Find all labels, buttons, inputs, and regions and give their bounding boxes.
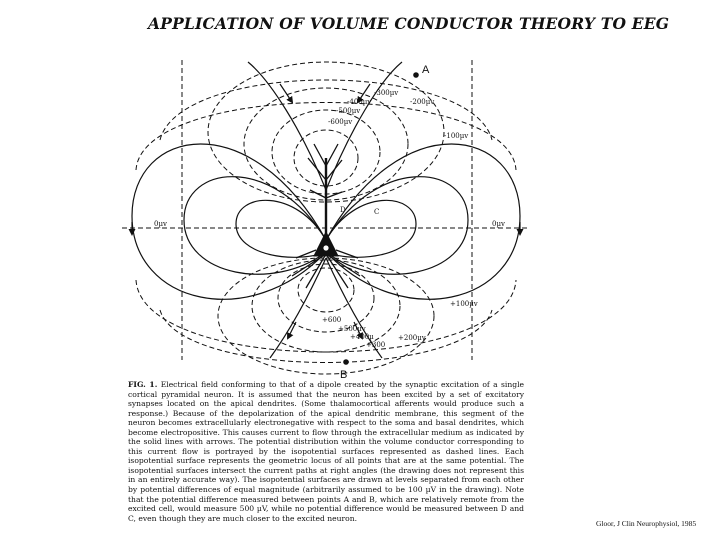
soma-center — [323, 245, 329, 251]
point-b-label: B — [340, 369, 348, 380]
label-top-500: -500µv — [336, 107, 361, 115]
label-top-200: -200µv — [410, 98, 435, 106]
point-a-marker — [413, 72, 419, 78]
label-zero-right: 0µv — [492, 220, 505, 228]
citation: Gloor, J Clin Neurophysiol, 1985 — [596, 519, 697, 528]
current-line-right-mid — [326, 177, 468, 275]
label-right-100: -100µv — [444, 132, 469, 140]
current-line-left-inner — [236, 200, 326, 257]
label-top-600: -600µv — [328, 118, 353, 126]
point-c-label: C — [374, 208, 380, 216]
apical-branch-right — [326, 144, 342, 198]
label-top-400: -400µv — [347, 98, 372, 106]
point-b-marker — [343, 359, 349, 365]
page-title: APPLICATION OF VOLUME CONDUCTOR THEORY TO EEG — [148, 14, 670, 33]
label-zero-left: 0µv — [154, 220, 167, 228]
soma — [314, 232, 338, 256]
current-line-top-right — [326, 62, 402, 190]
apical-branch-left — [308, 144, 326, 198]
label-bottom-200: +200µv — [398, 334, 426, 342]
current-line-right-outer — [326, 144, 520, 299]
figure-caption — [128, 380, 524, 523]
pyramidal-neuron — [292, 144, 360, 288]
point-d-label: D — [340, 206, 346, 214]
label-bottom-600: +600 — [322, 316, 342, 324]
arrow-upper-left — [280, 84, 292, 102]
label-bottom-300: +300 — [366, 341, 386, 349]
label-top-300: -300µv — [374, 89, 399, 97]
point-a-label: A — [422, 64, 430, 76]
caption-text: Electrical field conforming to that of a dipole created by the synaptic excitation of a single cortical pyramidal neuron. It is assumed that the neuron has been excited by a set of excitatory synapses located on the apical dendrites. (Some thalamocortical afferents would produce such a response.) Because of the depolarization of the apical dendritic membrane, this segment of the neuron becomes extracellularly electronegative with respect to the soma and basal dendrites, which become electropositive. This causes current to flow through the extracellular medium as indicated by the solid lines with arrows. The potential distribution within the volume conductor corresponding to this current flow is portrayed by the isopotential surfaces represented as dashed lines. Each isopotential surface represents the geometric locus of all points that are at the same potential. The isopotential surfaces intersect the current paths at right angles (the drawing does not represent this in an entirely accurate way). The isopotential surfaces are drawn at levels separated from each other by potential differences of equal magnitude (arbitrarily assumed to be 100 µV in the drawing). Note that the potential difference measured between points A and B, which are relatively remote from the excited cell, would measure 500 µV, while no potential difference would be measured between D and C, even though they are much closer to the excited neuron. — [128, 380, 525, 523]
dipole-field-diagram — [120, 40, 540, 380]
dipole-field-figure — [120, 40, 540, 380]
caption-figure-label: FIG. 1. — [128, 380, 158, 389]
label-bottom-500: +500µv — [338, 325, 366, 333]
isopotential-pos-600 — [298, 268, 354, 312]
isopotential-pos-400 — [252, 260, 400, 352]
label-bottom-100: +100µv — [450, 300, 478, 308]
label-bottom-400: +400µ — [350, 333, 374, 341]
